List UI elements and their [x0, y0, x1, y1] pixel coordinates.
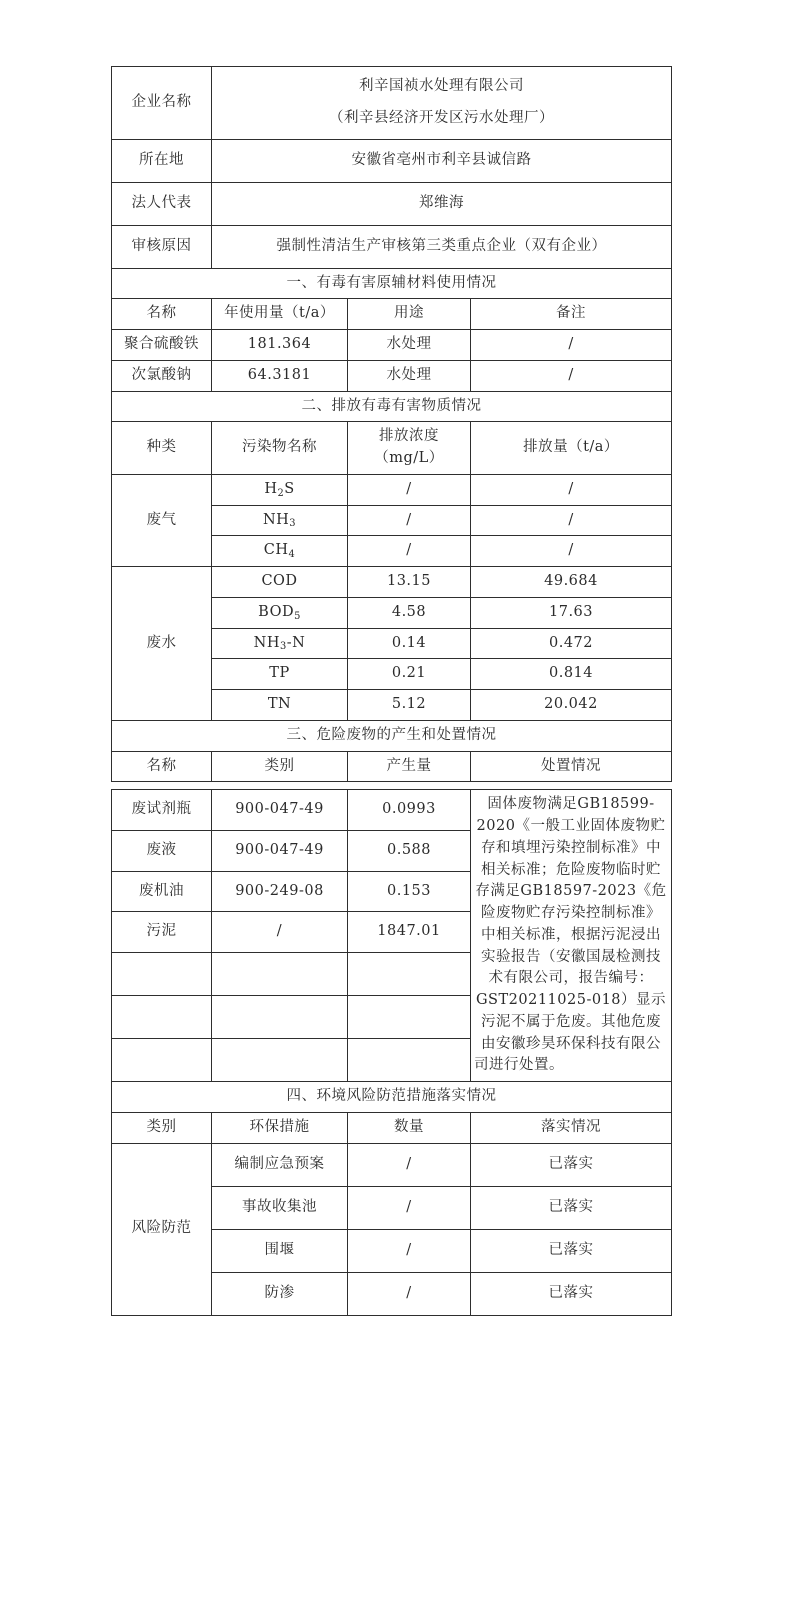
waste-code: / [212, 912, 348, 953]
table-row [112, 1143, 672, 1186]
section-2-heading: 二、排放有毒有害物质情况 [112, 391, 672, 422]
pollutant-category-waste-gas: 废气 [112, 474, 212, 566]
col-header-implementation-status: 落实情况 [471, 1112, 672, 1143]
waste-code [212, 996, 348, 1039]
pollutant-emission: / [471, 505, 672, 536]
row-value-legal-representative: 郑维海 [212, 182, 672, 225]
waste-disposal-description: 固体废物满足GB18599-2020《一般工业固体废物贮存和填埋污染控制标准》中相关标准；危险废物临时贮存满足GB18597-2023《危险废物贮存污染控制标准》中相关标准，根据污泥浸出实验报告（安徽国晟检测技术有限公司，报告编号：GST20211025-018）显示污泥不属于危废。其他危废由安徽珍昊环保科技有限公司进行处置。 [471, 790, 672, 1082]
waste-code: 900-249-08 [212, 871, 348, 912]
page-break-gap [111, 782, 671, 789]
measure-quantity: / [348, 1186, 471, 1229]
table-row [112, 474, 672, 505]
pollutant-name: $BOD_5$ [212, 597, 348, 628]
pollutant-emission: / [471, 536, 672, 567]
measure-quantity: / [348, 1143, 471, 1186]
table-row-audit-reason [112, 225, 672, 268]
pollutant-concentration: 4.58 [348, 597, 471, 628]
implementation-status: 已落实 [471, 1229, 672, 1272]
col-header-concentration-line1: 排放浓度 [379, 428, 439, 445]
pollutant-name: $CH_4$ [212, 536, 348, 567]
col-header-waste-disposal: 处置情况 [471, 751, 672, 782]
col-header-material-name: 名称 [112, 299, 212, 330]
row-label-legal-representative: 法人代表 [112, 182, 212, 225]
table-row-company-name [112, 67, 672, 140]
col-header-usage-purpose: 用途 [348, 299, 471, 330]
pollutant-emission: 17.63 [471, 597, 672, 628]
measure-quantity: / [348, 1272, 471, 1315]
row-value-company-name [212, 67, 672, 140]
section-4-column-headers [112, 1112, 672, 1143]
table-row [112, 567, 672, 598]
table-part-two [111, 789, 672, 1315]
env-measure: 防渗 [212, 1272, 348, 1315]
section-3-column-headers [112, 751, 672, 782]
waste-name [112, 996, 212, 1039]
waste-quantity [348, 953, 471, 996]
table-row [112, 330, 672, 361]
col-header-concentration-line2: （mg/L） [374, 450, 444, 466]
waste-code [212, 1039, 348, 1082]
row-label-company-name: 企业名称 [112, 67, 212, 140]
col-header-material-note: 备注 [471, 299, 672, 330]
material-name: 聚合硫酸铁 [112, 330, 212, 361]
waste-name: 污泥 [112, 912, 212, 953]
waste-quantity [348, 996, 471, 1039]
company-name-line2: （利辛县经济开发区污水处理厂） [329, 109, 554, 126]
section-1-column-headers [112, 299, 672, 330]
pollutant-name: $NH_3$ [212, 505, 348, 536]
col-header-risk-category: 类别 [112, 1112, 212, 1143]
table-row [112, 360, 672, 391]
pollutant-concentration: / [348, 474, 471, 505]
pollutant-emission: / [471, 474, 672, 505]
pollutant-concentration: 5.12 [348, 690, 471, 721]
implementation-status: 已落实 [471, 1143, 672, 1186]
pollutant-emission: 0.814 [471, 659, 672, 690]
col-header-measure-quantity: 数量 [348, 1112, 471, 1143]
env-measure: 围堰 [212, 1229, 348, 1272]
table-row [112, 790, 672, 831]
material-note: / [471, 330, 672, 361]
row-label-location: 所在地 [112, 139, 212, 182]
table-row-legal-representative [112, 182, 672, 225]
waste-quantity: 0.153 [348, 871, 471, 912]
col-header-concentration [348, 422, 471, 475]
material-amount: 64.3181 [212, 360, 348, 391]
waste-name [112, 953, 212, 996]
col-header-waste-quantity: 产生量 [348, 751, 471, 782]
waste-code: 900-047-49 [212, 830, 348, 871]
row-value-location: 安徽省亳州市利辛县诚信路 [212, 139, 672, 182]
pollutant-emission: 49.684 [471, 567, 672, 598]
table-part-one [111, 66, 672, 782]
waste-name: 废液 [112, 830, 212, 871]
implementation-status: 已落实 [471, 1272, 672, 1315]
env-measure: 事故收集池 [212, 1186, 348, 1229]
waste-name: 废试剂瓶 [112, 790, 212, 831]
waste-name [112, 1039, 212, 1082]
pollutant-emission: 20.042 [471, 690, 672, 721]
pollutant-category-waste-water: 废水 [112, 567, 212, 721]
section-heading-row-1 [112, 268, 672, 299]
pollutant-concentration: 0.21 [348, 659, 471, 690]
section-heading-row-2 [112, 391, 672, 422]
waste-quantity: 1847.01 [348, 912, 471, 953]
pollutant-name: $NH_3-N$ [212, 628, 348, 659]
pollutant-name: $H_2S$ [212, 474, 348, 505]
col-header-pollutant-category: 种类 [112, 422, 212, 475]
document-page [111, 66, 671, 1316]
material-note: / [471, 360, 672, 391]
row-value-audit-reason: 强制性清洁生产审核第三类重点企业（双有企业） [212, 225, 672, 268]
col-header-waste-name: 名称 [112, 751, 212, 782]
risk-category-label: 风险防范 [112, 1143, 212, 1315]
waste-quantity: 0.0993 [348, 790, 471, 831]
section-heading-row-4 [112, 1082, 672, 1113]
env-measure: 编制应急预案 [212, 1143, 348, 1186]
material-use: 水处理 [348, 330, 471, 361]
pollutant-concentration: 0.14 [348, 628, 471, 659]
table-row-location [112, 139, 672, 182]
material-use: 水处理 [348, 360, 471, 391]
section-4-heading: 四、环境风险防范措施落实情况 [112, 1082, 672, 1113]
waste-quantity: 0.588 [348, 830, 471, 871]
col-header-annual-usage: 年使用量（t/a） [212, 299, 348, 330]
pollutant-name: TN [212, 690, 348, 721]
measure-quantity: / [348, 1229, 471, 1272]
pollutant-emission: 0.472 [471, 628, 672, 659]
col-header-env-measure: 环保措施 [212, 1112, 348, 1143]
pollutant-concentration: 13.15 [348, 567, 471, 598]
section-1-heading: 一、有毒有害原辅材料使用情况 [112, 268, 672, 299]
material-name: 次氯酸钠 [112, 360, 212, 391]
pollutant-name: TP [212, 659, 348, 690]
section-heading-row-3 [112, 720, 672, 751]
waste-name: 废机油 [112, 871, 212, 912]
waste-code [212, 953, 348, 996]
pollutant-name: COD [212, 567, 348, 598]
waste-quantity [348, 1039, 471, 1082]
row-label-audit-reason: 审核原因 [112, 225, 212, 268]
col-header-waste-code: 类别 [212, 751, 348, 782]
section-2-column-headers [112, 422, 672, 475]
material-amount: 181.364 [212, 330, 348, 361]
waste-code: 900-047-49 [212, 790, 348, 831]
col-header-emission-amount: 排放量（t/a） [471, 422, 672, 475]
pollutant-concentration: / [348, 536, 471, 567]
pollutant-concentration: / [348, 505, 471, 536]
section-3-heading: 三、危险废物的产生和处置情况 [112, 720, 672, 751]
implementation-status: 已落实 [471, 1186, 672, 1229]
company-name-line1: 利辛国祯水处理有限公司 [359, 78, 524, 94]
col-header-pollutant-name: 污染物名称 [212, 422, 348, 475]
